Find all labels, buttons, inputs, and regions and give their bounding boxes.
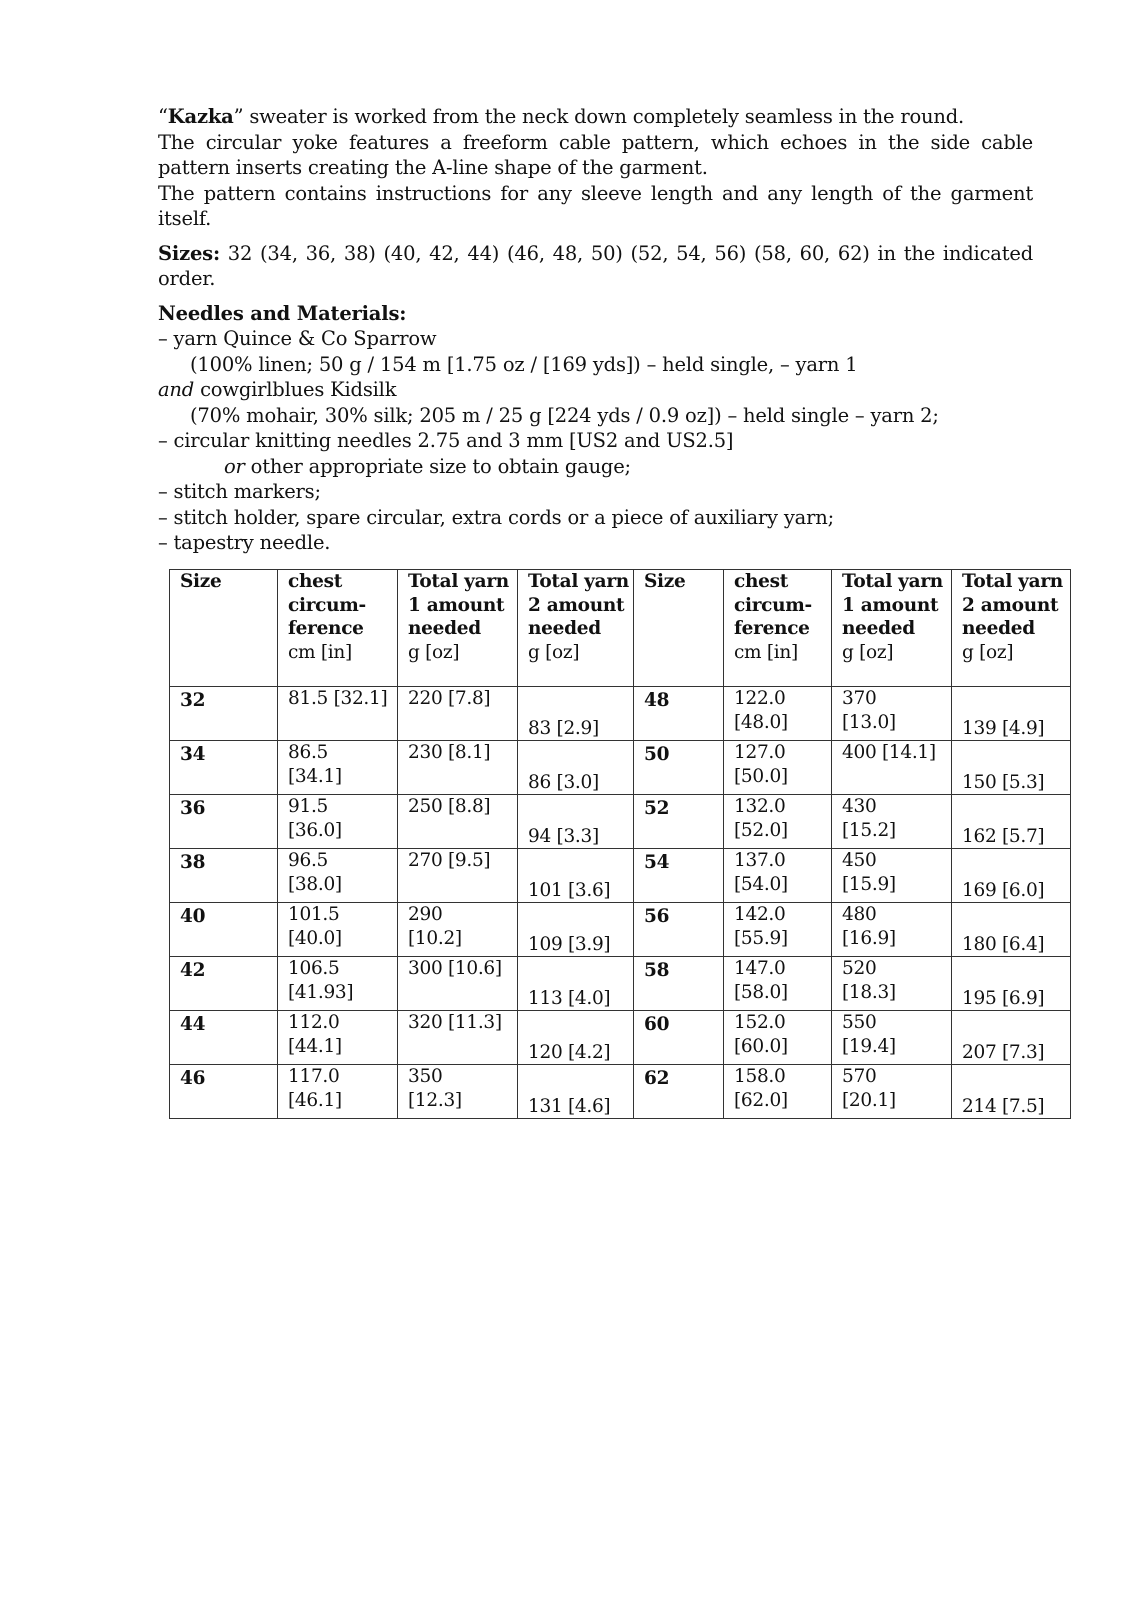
chest-cell: 117.0 [46.1] [278,1065,398,1119]
yarn2-detail: (70% mohair, 30% silk; 205 m / 25 g [224 yds / 0.9 oz]) – held single – yarn 2; [190,403,939,427]
table-row [170,903,1071,957]
intro-line-1: “Kazka” sweater is worked from the neck down completely seamless in the round. [158,105,965,128]
sizes-label: Sizes: [158,241,220,265]
table-row [170,1011,1071,1065]
table-row [170,849,1071,903]
chest-cell: 147.0 [58.0] [724,957,832,1011]
size-yarn-table [169,569,1071,1119]
yarn1-cell: 300 [10.6] [398,957,518,1011]
yarn2-cell: 94 [3.3] [518,795,634,849]
needles-alt: or other appropriate size to obtain gauge; [224,454,631,478]
chest-cell: 101.5 [40.0] [278,903,398,957]
yarn1-cell: 450 [15.9] [832,849,952,903]
stitch-markers-item: – stitch markers; [158,480,321,503]
yarn2-cell: 101 [3.6] [518,849,634,903]
yarn2-cell: 113 [4.0] [518,957,634,1011]
header-chest-right: chest circum- ference cm [in] [724,570,832,687]
yarn2-cell: 162 [5.7] [952,795,1071,849]
table-row [170,687,1071,741]
size-cell: 62 [634,1065,724,1119]
yarn1-cell: 520 [18.3] [832,957,952,1011]
yarn1-line: – yarn Quince & Co Sparrow [158,327,437,350]
yarn1-cell: 550 [19.4] [832,1011,952,1065]
yarn2-cell: 195 [6.9] [952,957,1071,1011]
yarn2-cell: 86 [3.0] [518,741,634,795]
yarn1-cell: 230 [8.1] [398,741,518,795]
chest-cell: 127.0 [50.0] [724,741,832,795]
yarn1-cell: 370 [13.0] [832,687,952,741]
size-cell: 40 [170,903,278,957]
header-yarn2-right: Total yarn 2 amount needed g [oz] [952,570,1071,687]
yarn1-cell: 350 [12.3] [398,1065,518,1119]
table-header-row [170,570,1071,687]
yarn2-cell: 131 [4.6] [518,1065,634,1119]
chest-cell: 86.5 [34.1] [278,741,398,795]
yarn2-cell: 214 [7.5] [952,1065,1071,1119]
yarn2-cell: 150 [5.3] [952,741,1071,795]
chest-cell: 142.0 [55.9] [724,903,832,957]
chest-cell: 132.0 [52.0] [724,795,832,849]
header-size: Size [170,570,278,687]
size-cell: 54 [634,849,724,903]
size-cell: 32 [170,687,278,741]
table-row [170,795,1071,849]
chest-cell: 96.5 [38.0] [278,849,398,903]
yarn1-cell: 290 [10.2] [398,903,518,957]
header-yarn2: Total yarn 2 amount needed g [oz] [518,570,634,687]
yarn2-cell: 180 [6.4] [952,903,1071,957]
yarn1-cell: 480 [16.9] [832,903,952,957]
stitch-holder-item: – stitch holder, spare circular, extra cords or a piece of auxiliary yarn; [158,505,834,529]
size-cell: 44 [170,1011,278,1065]
table-row [170,957,1071,1011]
yarn2-cell: 169 [6.0] [952,849,1071,903]
chest-cell: 91.5 [36.0] [278,795,398,849]
materials-heading: Needles and Materials: [158,301,407,325]
yarn1-detail: (100% linen; 50 g / 154 m [1.75 oz / [169 yds]) – held single, – yarn 1 [190,352,858,376]
size-cell: 52 [634,795,724,849]
tapestry-needle-item: – tapestry needle. [158,531,331,554]
size-cell: 36 [170,795,278,849]
yarn1-cell: 400 [14.1] [832,741,952,795]
yarn2-cell: 83 [2.9] [518,687,634,741]
chest-cell: 152.0 [60.0] [724,1011,832,1065]
size-cell: 50 [634,741,724,795]
document-page [158,104,1033,556]
yarn1-cell: 250 [8.8] [398,795,518,849]
intro-line-3: The pattern contains instructions for any sleeve length and any length of the garment itself. [158,181,1033,230]
header-yarn1: Total yarn 1 amount needed g [oz] [398,570,518,687]
size-cell: 38 [170,849,278,903]
yarn1-cell: 270 [9.5] [398,849,518,903]
size-cell: 60 [634,1011,724,1065]
needles-line: – circular knitting needles 2.75 and 3 mm [US2 and US2.5] [158,429,734,452]
yarn1-cell: 570 [20.1] [832,1065,952,1119]
yarn2-cell: 109 [3.9] [518,903,634,957]
chest-cell: 158.0 [62.0] [724,1065,832,1119]
size-cell: 42 [170,957,278,1011]
yarn2-line: and cowgirlblues Kidsilk [158,378,397,401]
pattern-title: Kazka [167,105,234,128]
size-cell: 48 [634,687,724,741]
chest-cell: 106.5 [41.93] [278,957,398,1011]
sizes-paragraph [158,241,1033,292]
intro-line-2: The circular yoke features a freeform cable pattern, which echoes in the side cable pattern inserts creating the A-line shape of the garment. [158,130,1033,179]
yarn2-cell: 139 [4.9] [952,687,1071,741]
yarn1-cell: 320 [11.3] [398,1011,518,1065]
chest-cell: 137.0 [54.0] [724,849,832,903]
size-cell: 34 [170,741,278,795]
header-chest: chest circum- ference cm [in] [278,570,398,687]
yarn1-cell: 220 [7.8] [398,687,518,741]
size-cell: 58 [634,957,724,1011]
table-row [170,1065,1071,1119]
chest-cell: 122.0 [48.0] [724,687,832,741]
sizes-text: 32 (34, 36, 38) (40, 42, 44) (46, 48, 50) (52, 54, 56) (58, 60, 62) in the indicated order. [158,241,1033,290]
size-cell: 46 [170,1065,278,1119]
size-cell: 56 [634,903,724,957]
table-row [170,741,1071,795]
chest-cell: 81.5 [32.1] [278,687,398,741]
yarn1-cell: 430 [15.2] [832,795,952,849]
header-yarn1-right: Total yarn 1 amount needed g [oz] [832,570,952,687]
header-size-right: Size [634,570,724,687]
yarn2-cell: 120 [4.2] [518,1011,634,1065]
chest-cell: 112.0 [44.1] [278,1011,398,1065]
yarn2-cell: 207 [7.3] [952,1011,1071,1065]
